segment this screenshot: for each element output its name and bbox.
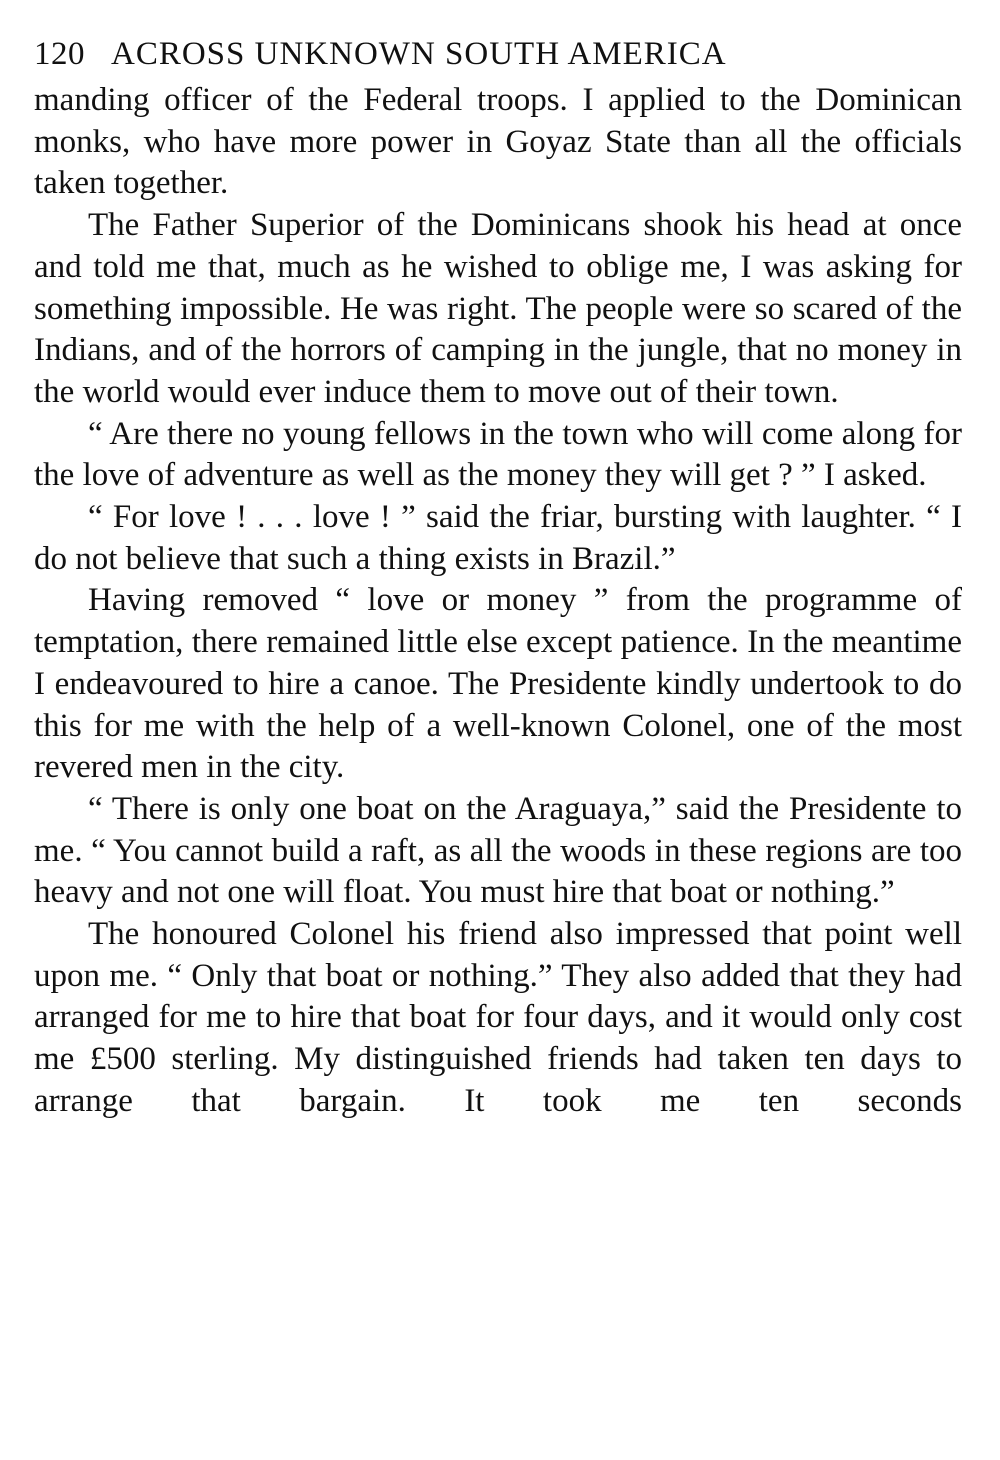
paragraph: “ Are there no young fellows in the town who will come along for the love of adventure as well as the money they will get ? ” I asked. (34, 415, 962, 494)
paragraph: The Father Superior of the Dominicans shook his head at once and told me that, much as he wished to oblige me, I was asking for something impossible. He was right. The people were so scared of the Indians, and of the horrors of camping in the jungle, that no money in the world would ever induce them to move out of their town. (34, 207, 962, 410)
paragraph-continues-next-page: The honoured Colonel his friend also impressed that point well upon me. “ Only that boat or nothing.” They also added that they had arranged for me to hire that boat for four days, and it would only cost me £500 sterling. My distinguished friends had taken ten days to arrange that bargain. It took me ten seconds (34, 916, 962, 1119)
body-text (34, 80, 962, 1123)
running-header (34, 28, 962, 80)
book-page (34, 28, 962, 1123)
paragraph-continuation: manding officer of the Federal troops. I applied to the Dominican monks, who have more power in Goyaz State than all the officials taken together. (34, 82, 962, 202)
paragraph: Having removed “ love or money ” from the programme of temptation, there remained little else except patience. In the meantime I endeavoured to hire a canoe. The Presidente kindly undertook to do this for me with the help of a well-known Colonel, one of the most revered men in the city. (34, 582, 962, 786)
paragraph: “ There is only one boat on the Araguaya,” said the Presidente to me. “ You cannot build a raft, as all the woods in these regions are too heavy and not one will float. You must hire that boat or nothing.” (34, 790, 962, 911)
page-number: 120 (34, 36, 85, 72)
paragraph: “ For love ! . . . love ! ” said the friar, bursting with laughter. “ I do not believe that such a thing exists in Brazil.” (34, 499, 962, 577)
running-title: ACROSS UNKNOWN SOUTH AMERICA (111, 36, 727, 72)
